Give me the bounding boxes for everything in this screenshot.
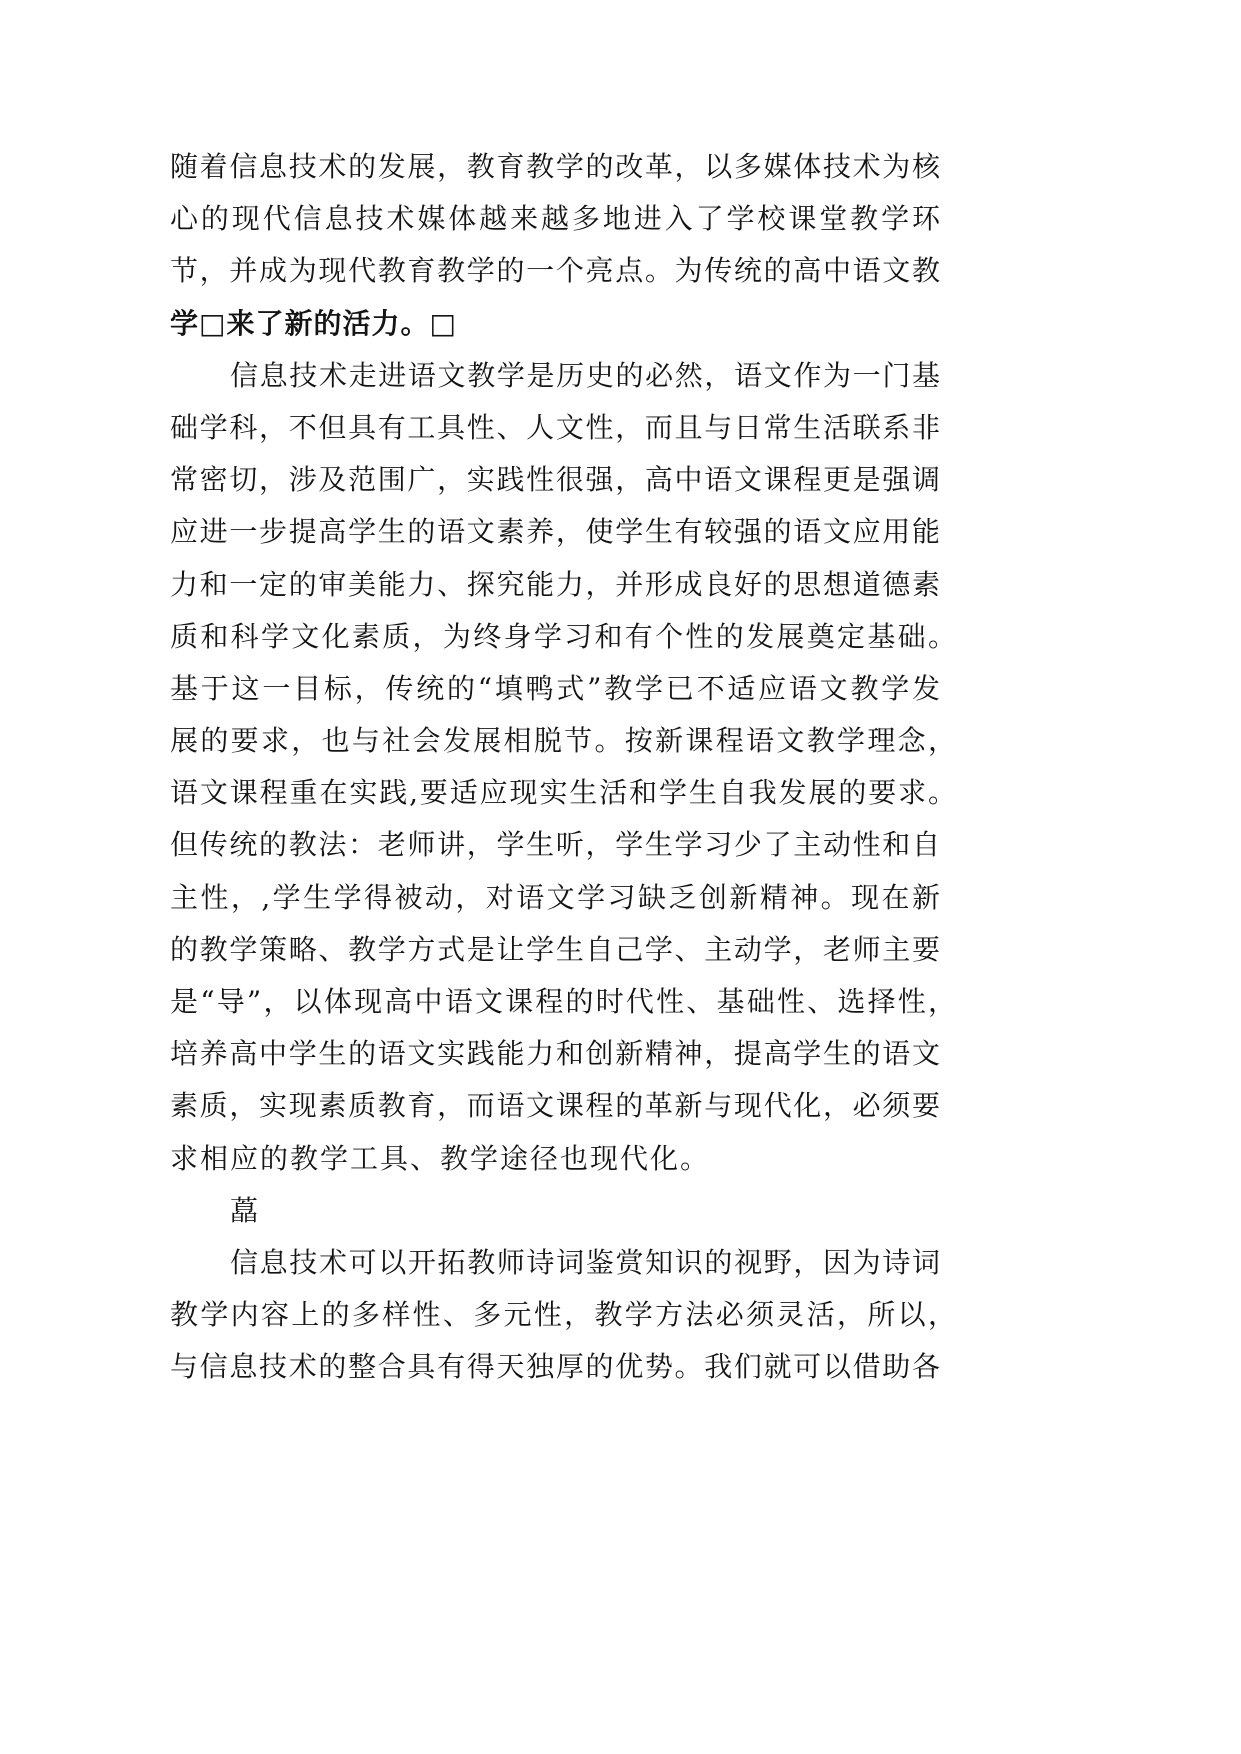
- paragraph-line: 心的现代信息技术媒体越来越多地进入了学校课堂教学环: [170, 202, 940, 236]
- paragraph-last-line: 求相应的教学工具、教学途径也现代化。: [170, 1141, 711, 1175]
- paragraph-line: 主性，,学生学得被动，对语文学习缺乏创新精神。现在新: [170, 880, 940, 914]
- paragraph-first-line: 信息技术走进语文教学是历史的必然，语文作为一门基: [230, 358, 940, 392]
- paragraph-line: 但传统的教法：老师讲，学生听，学生学习少了主动性和自: [170, 828, 940, 862]
- paragraph-line: 的教学策略、教学方式是让学生自己学、主动学，老师主要: [170, 932, 940, 966]
- paragraph-line: 是“导”，以体现高中语文课程的时代性、基础性、选择性，: [170, 985, 956, 1018]
- paragraph-line: 展的要求，也与社会发展相脱节。按新课程语文教学理念，: [170, 724, 956, 758]
- paragraph-line: 基于这一目标，传统的“填鸭式”教学已不适应语文教学发: [170, 671, 940, 705]
- paragraph-line: 与信息技术的整合具有得天独厚的优势。我们就可以借助各: [170, 1350, 940, 1384]
- paragraph-line: 础学科，不但具有工具性、人文性，而且与日常生活联系非: [170, 410, 940, 444]
- bold-paragraph-line: 学□来了新的活力。□: [170, 306, 457, 340]
- paragraph-line: 常密切，涉及范围广，实践性很强，高中语文课程更是强调: [170, 463, 940, 497]
- paragraph-line: 质和科学文化素质，为终身学习和有个性的发展奠定基础。: [170, 619, 956, 653]
- paragraph-line: 培养高中学生的语文实践能力和创新精神，提高学生的语文: [170, 1037, 940, 1071]
- paragraph-first-line: 信息技术可以开拓教师诗词鉴赏知识的视野，因为诗词: [230, 1245, 940, 1279]
- paragraph-line: 语文课程重在实践,要适应现实生活和学生自我发展的要求。: [170, 776, 956, 810]
- paragraph-line: 藠: [230, 1193, 261, 1227]
- paragraph-line: 应进一步提高学生的语文素养，使学生有较强的语文应用能: [170, 515, 940, 549]
- paragraph-line: 节，并成为现代教育教学的一个亮点。为传统的高中语文教: [170, 254, 940, 288]
- paragraph-line: 素质，实现素质教育，而语文课程的革新与现代化，必须要: [170, 1089, 940, 1123]
- paragraph-line: 随着信息技术的发展，教育教学的改革，以多媒体技术为核: [170, 150, 940, 183]
- paragraph-line: 教学内容上的多样性、多元性，教学方法必须灵活，所以，: [170, 1298, 956, 1332]
- paragraph-line: 力和一定的审美能力、探究能力，并形成良好的思想道德素: [170, 567, 940, 601]
- body-text: [170, 141, 960, 1394]
